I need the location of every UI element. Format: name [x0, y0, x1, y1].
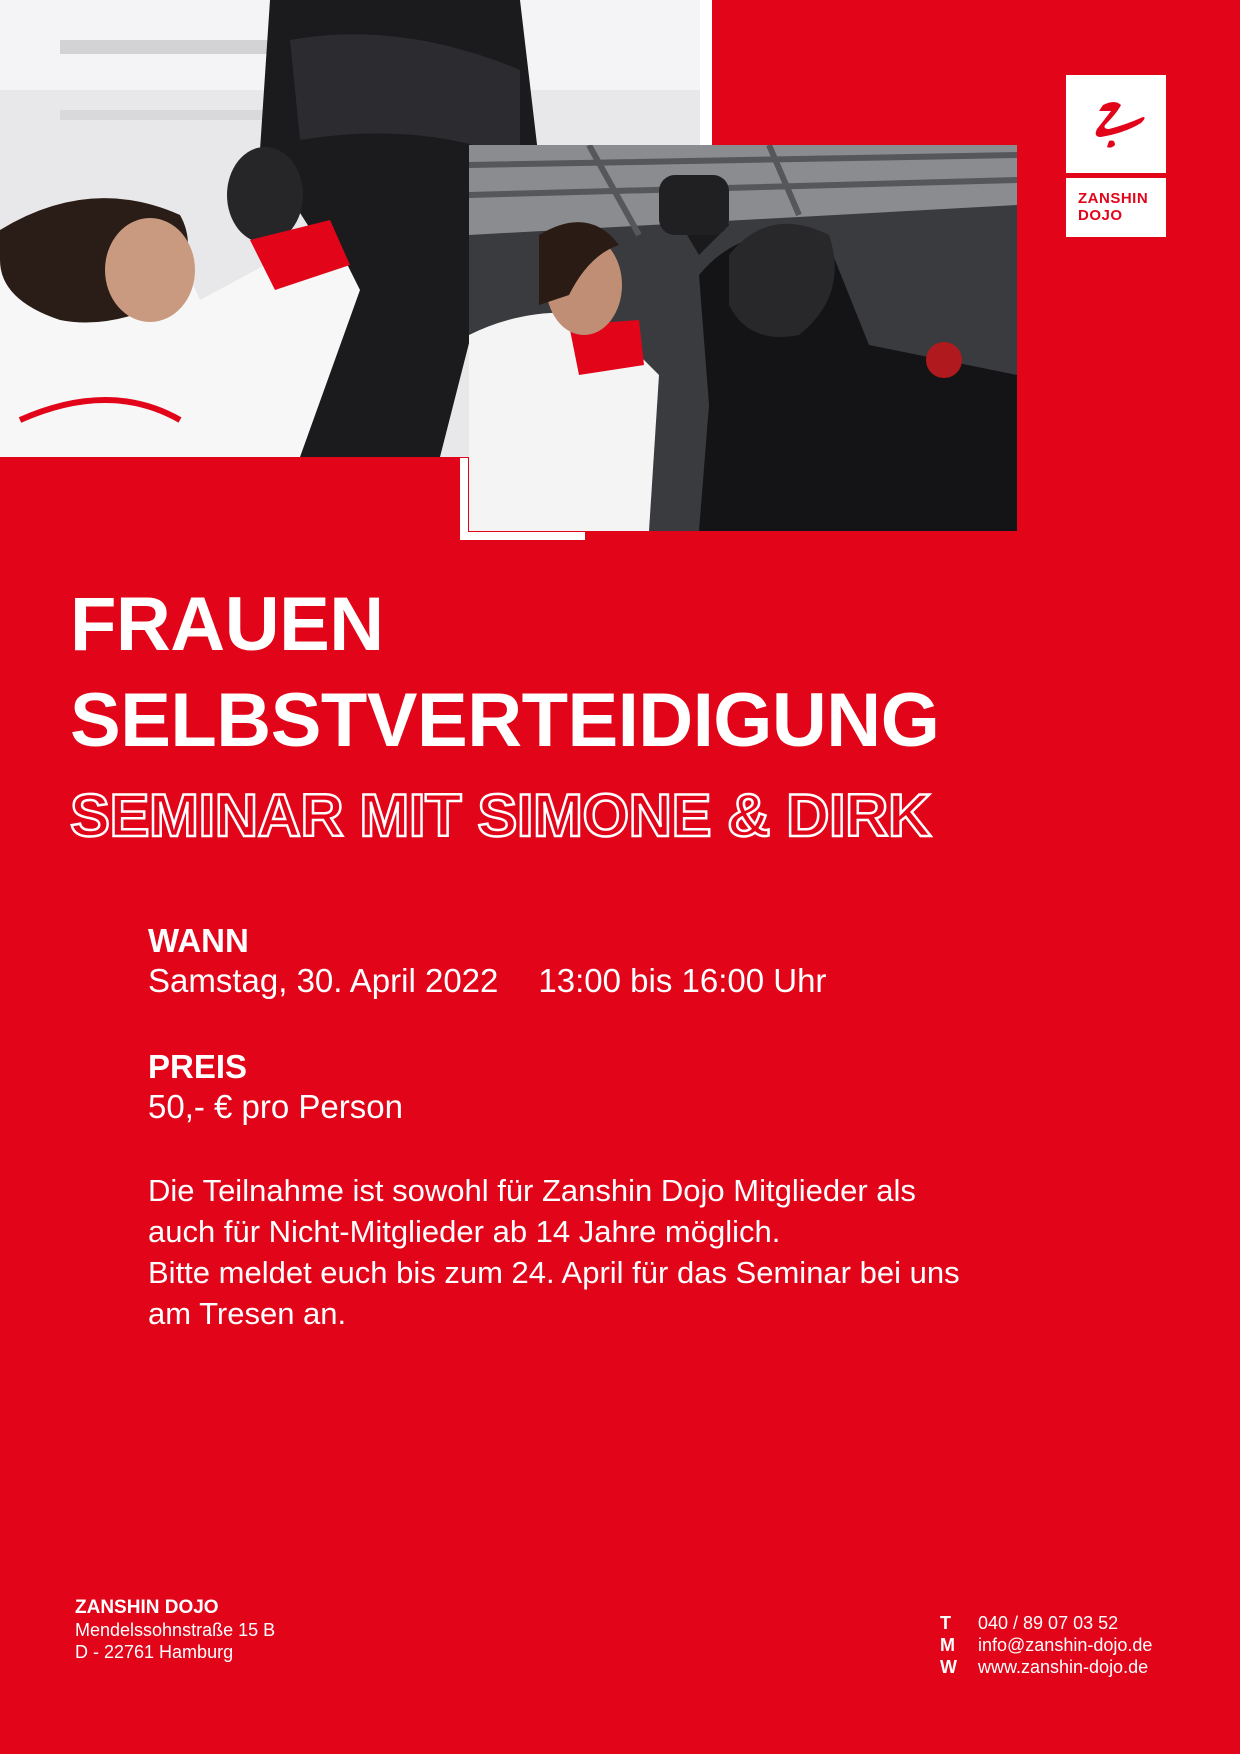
- when-time: 13:00 bis 16:00 Uhr: [538, 962, 827, 999]
- price-label: PREIS: [148, 1048, 248, 1085]
- footer-street: Mendelssohnstraße 15 B: [75, 1620, 276, 1640]
- page-title: [70, 577, 939, 769]
- title-line-2: SELBSTVERTEIDIGUNG: [70, 678, 940, 763]
- info-paragraph: [148, 1170, 1028, 1334]
- hero-photo-2: [469, 145, 1017, 531]
- info-line-4: am Tresen an.: [148, 1296, 347, 1331]
- when-date: Samstag, 30. April 2022: [148, 962, 499, 999]
- contact-mail-key: M: [940, 1635, 955, 1655]
- contact-web: [940, 1656, 1152, 1678]
- zanshin-brush-icon: [1081, 95, 1151, 153]
- footer-contacts: [940, 1612, 1152, 1678]
- price-section: [148, 1047, 403, 1127]
- footer-city: D - 22761 Hamburg: [75, 1642, 234, 1662]
- info-line-3: Bitte meldet euch bis zum 24. April für das Seminar bei uns: [148, 1255, 960, 1290]
- contact-phone: [940, 1612, 1152, 1634]
- title-line-1: FRAUEN: [70, 582, 384, 667]
- photo-frame-edge: [700, 0, 712, 146]
- when-section: [148, 921, 826, 1001]
- subtitle-outline: SEMINAR MIT SIMONE & DIRK: [70, 782, 931, 849]
- contact-mail-value[interactable]: info@zanshin-dojo.de: [978, 1635, 1153, 1655]
- logo-line-1: ZANSHIN: [1078, 190, 1149, 207]
- footer-name: ZANSHIN DOJO: [75, 1597, 219, 1618]
- info-line-2: auch für Nicht-Mitglieder ab 14 Jahre möglich.: [148, 1214, 781, 1249]
- price-value: 50,- € pro Person: [148, 1088, 403, 1125]
- info-line-1: Die Teilnahme ist sowohl für Zanshin Dojo Mitglieder als: [148, 1173, 916, 1208]
- contact-web-value[interactable]: www.zanshin-dojo.de: [978, 1657, 1149, 1677]
- zanshin-dojo-logo: [1066, 75, 1166, 237]
- contact-web-key: W: [940, 1657, 957, 1677]
- contact-mail: [940, 1634, 1152, 1656]
- logo-mark: [1066, 75, 1166, 173]
- contact-phone-value[interactable]: 040 / 89 07 03 52: [978, 1613, 1119, 1633]
- when-value: [148, 961, 826, 1001]
- footer-address: [75, 1597, 275, 1663]
- when-label: WANN: [148, 922, 249, 959]
- logo-line-2: DOJO: [1078, 207, 1123, 224]
- logo-text: [1066, 178, 1166, 237]
- contact-phone-key: T: [940, 1613, 951, 1633]
